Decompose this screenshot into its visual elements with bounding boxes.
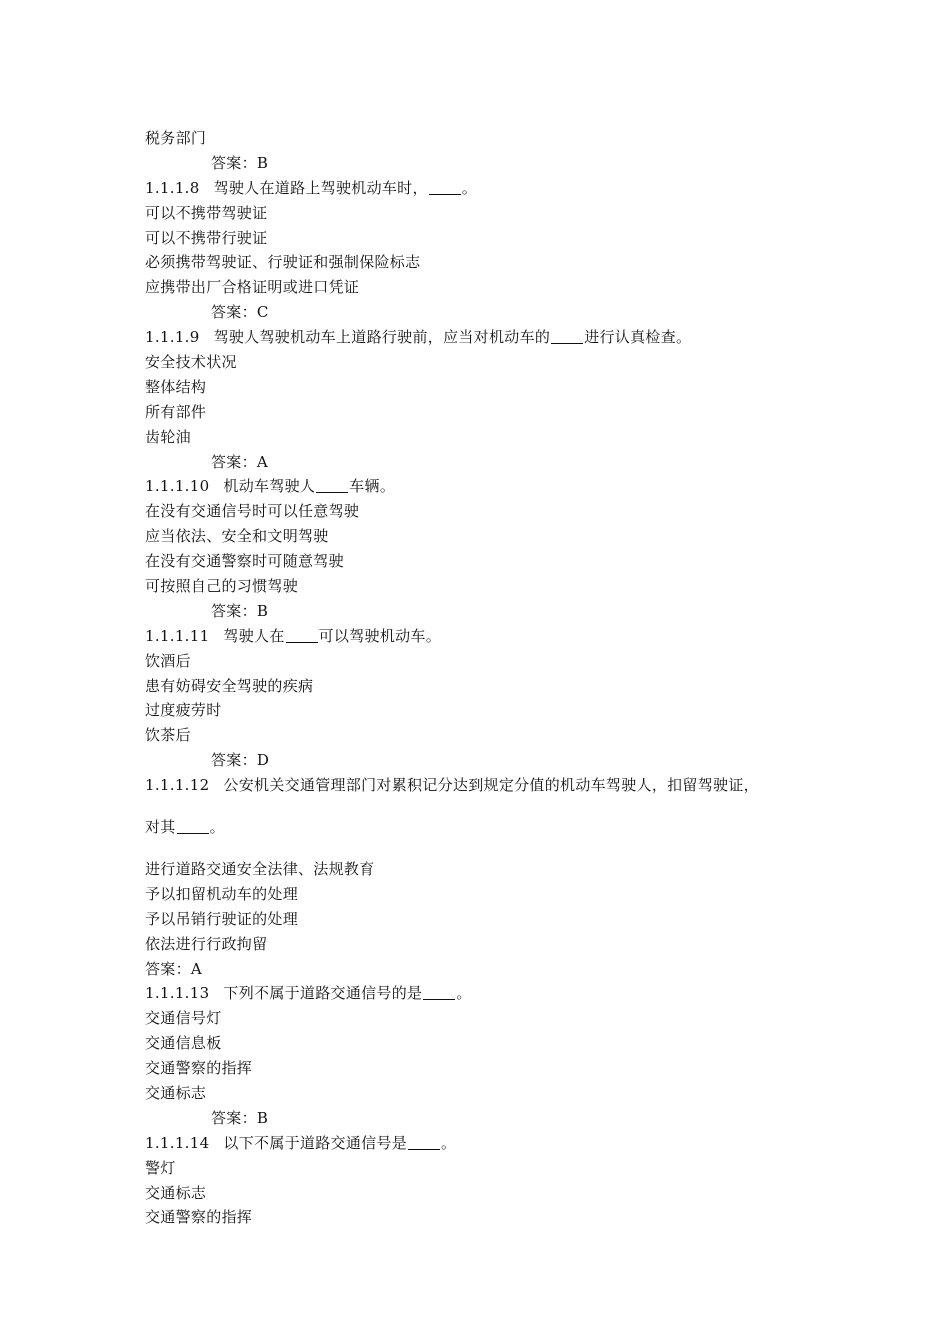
answer-option: 所有部件	[145, 402, 207, 421]
answer-option: 警灯	[145, 1158, 176, 1177]
fill-in-blank	[429, 180, 461, 195]
answer-option: 齿轮油	[145, 427, 191, 446]
fill-in-blank	[286, 628, 318, 643]
question-text-tail: 可以驾驶机动车。	[318, 626, 442, 645]
question-text: 下列不属于道路交通信号的是	[223, 984, 423, 1003]
question-number: 1.1.1.13	[145, 984, 210, 1003]
answer-key: 答案：B	[211, 1108, 269, 1127]
question-text: 公安机关交通管理部门对累积记分达到规定分值的机动车驾驶人，扣留驾驶证，	[223, 776, 759, 795]
answer-option: 予以吊销行驶证的处理	[145, 909, 299, 928]
answer-option: 饮茶后	[145, 726, 191, 745]
answer-option: 可以不携带行驶证	[145, 228, 268, 247]
answer-option: 交通信号灯	[145, 1009, 222, 1028]
fill-in-blank	[408, 1135, 440, 1150]
question-text: 对其	[145, 818, 176, 837]
question-text-tail: 。	[209, 818, 225, 837]
answer-option: 交通信息板	[145, 1034, 222, 1053]
question-stem	[145, 325, 845, 350]
answer-option: 可以不携带驾驶证	[145, 203, 268, 222]
answer-option: 交通标志	[145, 1083, 207, 1102]
document-page	[145, 126, 845, 1230]
question-number: 1.1.1.14	[145, 1133, 210, 1152]
question-number: 1.1.1.12	[145, 776, 210, 795]
question-number: 1.1.1.8	[145, 178, 200, 197]
question-text: 驾驶人驾驶机动车上道路行驶前，应当对机动车的	[213, 328, 551, 347]
answer-option: 应携带出厂合格证明或进口凭证	[145, 278, 360, 297]
question-text-tail: 。	[441, 1133, 457, 1152]
question-stem	[145, 981, 845, 1006]
fill-in-blank	[551, 329, 583, 344]
answer-key: 答案：B	[211, 601, 269, 620]
answer-key: 答案：A	[211, 452, 269, 471]
answer-option: 交通警察的指挥	[145, 1059, 253, 1078]
question-stem	[145, 176, 845, 201]
question-stem-continued	[145, 815, 845, 840]
question-number: 1.1.1.9	[145, 328, 200, 347]
answer-key: 答案：B	[211, 153, 269, 172]
question-stem	[145, 1131, 845, 1156]
question-text-tail: 进行认真检查。	[584, 328, 692, 347]
question-text-tail: 。	[456, 984, 472, 1003]
answer-option: 予以扣留机动车的处理	[145, 884, 299, 903]
question-number: 1.1.1.11	[145, 626, 210, 645]
answer-option: 依法进行行政拘留	[145, 934, 268, 953]
fill-in-blank	[316, 478, 348, 493]
fill-in-blank	[177, 819, 209, 834]
answer-key: 答案：D	[211, 751, 270, 770]
answer-key: 答案：C	[211, 303, 269, 322]
answer-option: 患有妨碍安全驾驶的疾病	[145, 676, 314, 695]
question-text: 驾驶人在道路上驾驶机动车时，	[213, 178, 428, 197]
answer-option: 进行道路交通安全法律、法规教育	[145, 859, 375, 878]
answer-option: 在没有交通警察时可随意驾驶	[145, 552, 344, 571]
fill-in-blank	[423, 985, 455, 1000]
question-number: 1.1.1.10	[145, 477, 210, 496]
question-stem	[145, 773, 845, 798]
answer-option: 过度疲劳时	[145, 701, 222, 720]
answer-key: 答案：A	[145, 959, 203, 978]
answer-option: 安全技术状况	[145, 353, 237, 372]
answer-option: 交通标志	[145, 1183, 207, 1202]
answer-option: 税务部门	[145, 129, 207, 147]
answer-option: 在没有交通信号时可以任意驾驶	[145, 502, 360, 521]
answer-option: 必须携带驾驶证、行驶证和强制保险标志	[145, 253, 421, 272]
answer-option: 应当依法、安全和文明驾驶	[145, 527, 329, 546]
answer-option: 可按照自己的习惯驾驶	[145, 577, 299, 596]
question-text: 以下不属于道路交通信号是	[223, 1133, 408, 1152]
question-stem	[145, 624, 845, 649]
question-text: 驾驶人在	[223, 626, 285, 645]
question-text-tail: 。	[461, 178, 478, 197]
question-text-tail: 车辆。	[349, 477, 396, 496]
answer-option: 整体结构	[145, 377, 207, 396]
answer-option: 饮酒后	[145, 651, 191, 670]
question-text: 机动车驾驶人	[223, 477, 316, 496]
question-stem	[145, 474, 845, 499]
answer-option: 交通警察的指挥	[145, 1208, 253, 1227]
